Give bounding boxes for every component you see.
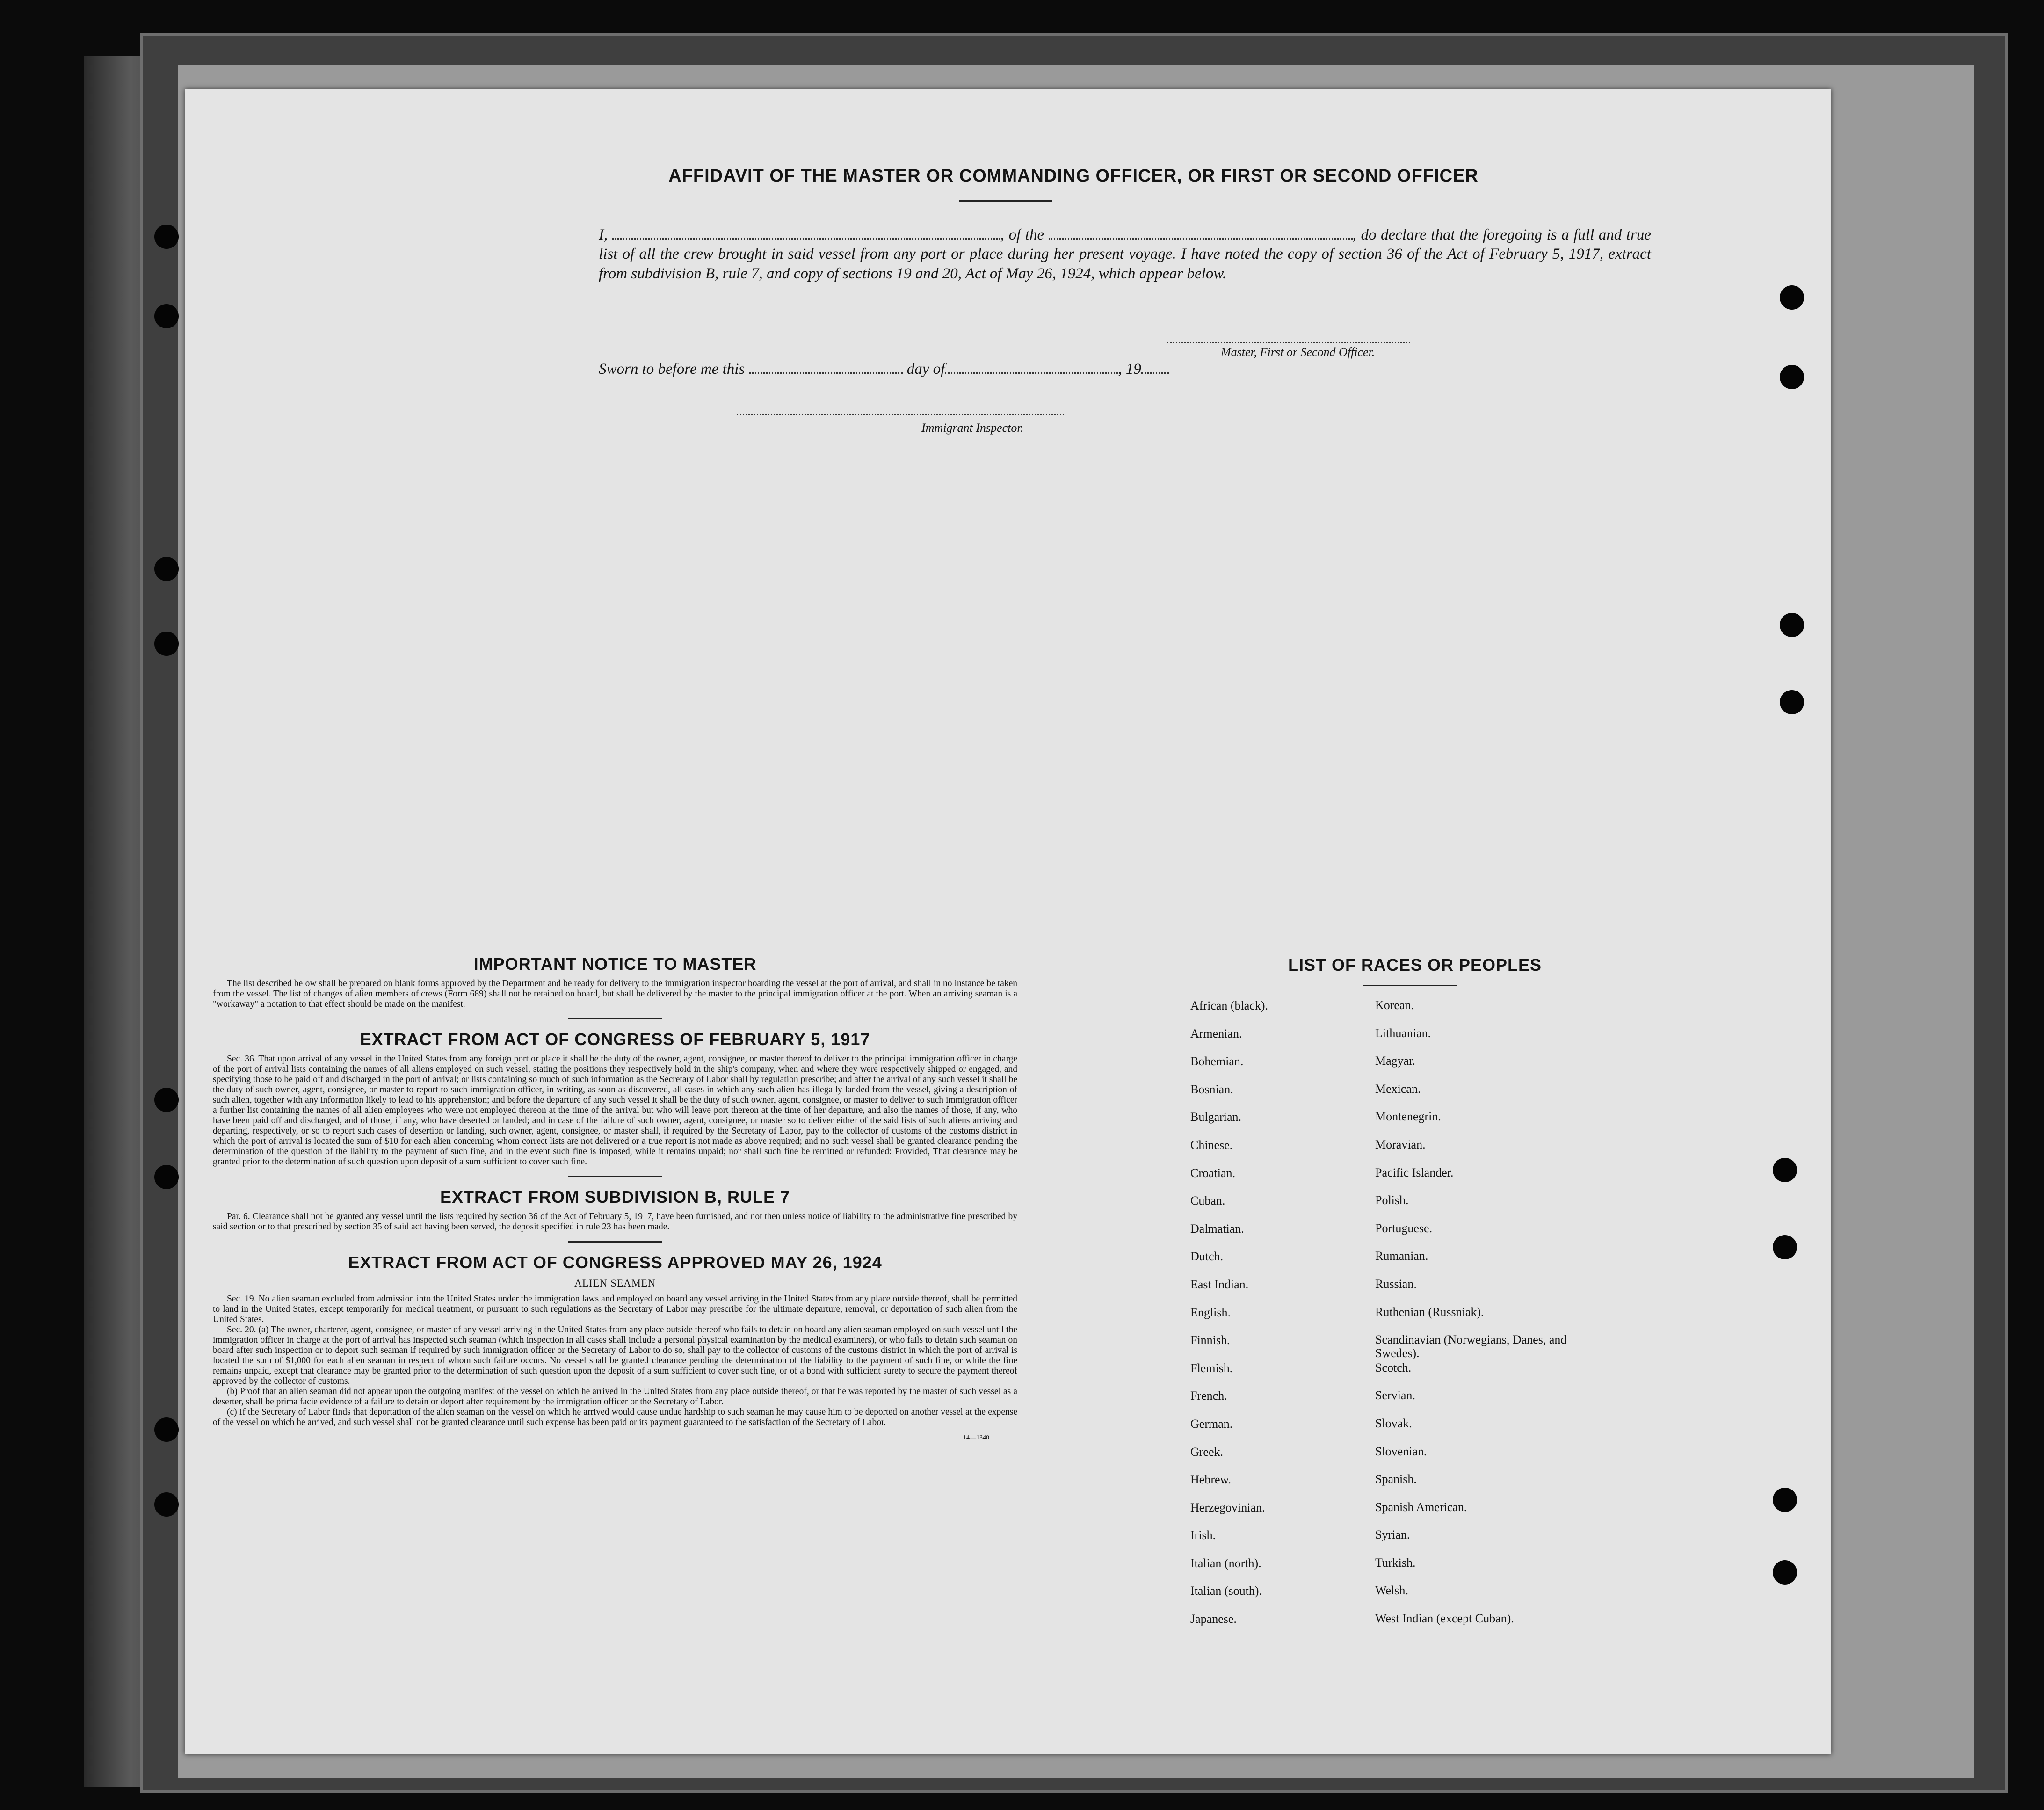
race-row xyxy=(1190,1528,1611,1556)
punch-hole xyxy=(1780,690,1804,714)
race-item: Dutch. xyxy=(1190,1250,1224,1264)
extract2-title: EXTRACT FROM SUBDIVISION B, RULE 7 xyxy=(440,1187,790,1207)
race-item: Servian. xyxy=(1375,1388,1415,1403)
binder-hole xyxy=(154,1088,179,1112)
sworn-year: , 19 xyxy=(1118,361,1141,378)
punch-hole xyxy=(1780,613,1804,637)
sworn-day-of: day of xyxy=(906,361,945,378)
binder-hole xyxy=(154,1417,179,1442)
extract3-sec20b: (b) Proof that an alien seaman did not appear upon the outgoing manifest of the vessel on which he arrived in the United States from any place outside thereof, or that he was reported by the master of such vessel as a deserter, shall be prima facie evidence of a failure to detain or deport after requirement by the immigration officer or the Secretary of Labor. xyxy=(213,1386,1017,1407)
race-item: Mexican. xyxy=(1375,1082,1421,1096)
binder-hole xyxy=(154,304,179,328)
race-row xyxy=(1190,1473,1611,1501)
race-item: West Indian (except Cuban). xyxy=(1375,1612,1514,1626)
master-signature-line[interactable] xyxy=(1167,342,1410,343)
name-blank[interactable] xyxy=(612,226,1000,240)
extract3-subtitle: ALIEN SEAMEN xyxy=(574,1277,656,1289)
race-item: Scandinavian (Norwegians, Danes, and Swedes). xyxy=(1375,1333,1567,1360)
race-item: Syrian. xyxy=(1375,1528,1410,1542)
inspector-signature-line[interactable] xyxy=(737,414,1064,415)
form-number: 14—1340 xyxy=(963,1434,989,1441)
race-row xyxy=(1190,1612,1611,1640)
race-item: Moravian. xyxy=(1375,1137,1426,1151)
race-item: German. xyxy=(1190,1417,1233,1431)
extract3-sec20a: Sec. 20. (a) The owner, charterer, agent, consignee, or master of any vessel arriving in the United States from any place outside thereof who fails to detain on board any alien seaman employed on such vessel until the immigration officer in charge at the port of arrival has inspected such seaman (which inspection in all cases shall include a personal physical examination by the medical examiners), or who fails to detain such seaman on board after such inspection or to deport such seaman if required by such immigration officer or the Secretary of Labor to do so, shall pay to the collector of customs of the customs district in which the port of arrival is located the sum of $1,000 for each alien seaman in respect of whom such failure occurs. No vessel shall be granted clearance pending the determination of the liability to the payment of such fine, or while the fine remains unpaid, except that clearance may be granted prior to the determination of such question upon the deposit of a sum sufficient to cover such fine, or of a bond with sufficient surety to secure the payment thereof approved by the collector of customs. xyxy=(213,1324,1017,1386)
sworn-year-blank[interactable] xyxy=(1141,360,1169,374)
race-item: Japanese. xyxy=(1190,1612,1237,1626)
binder-hole xyxy=(154,225,179,249)
race-item: Finnish. xyxy=(1190,1333,1230,1347)
race-row xyxy=(1190,1333,1611,1361)
race-row xyxy=(1190,1389,1611,1417)
race-item: Polish. xyxy=(1375,1193,1409,1207)
race-row xyxy=(1190,1306,1611,1334)
master-caption: Master, First or Second Officer. xyxy=(1221,345,1375,359)
race-row xyxy=(1190,1027,1611,1055)
race-row xyxy=(1190,1222,1611,1250)
race-row xyxy=(1190,1138,1611,1166)
race-row xyxy=(1190,1584,1611,1612)
race-item: Portuguese. xyxy=(1375,1221,1433,1235)
punch-hole xyxy=(1773,1235,1797,1259)
race-row xyxy=(1190,1278,1611,1306)
extract3-sec20c: (c) If the Secretary of Labor finds that deportation of the alien seaman on the vessel on which he arrived would cause undue hardship to such seaman he may cause him to be deported on another vessel at the expense of the vessel on which he arrived, and such vessel shall not be granted clearance until such expense has been paid or its payment guaranteed to the satisfaction of the Secretary of Labor. xyxy=(213,1407,1017,1427)
race-item: Italian (north). xyxy=(1190,1556,1261,1570)
notice-text: The list described below shall be prepared on blank forms approved by the Department and be ready for delivery to the immigration inspector boarding the vessel at the port of arrival, and shall in no instance be taken from the vessel. The list of changes of alien members of crews (Form 689) shall not be retained on board, but shall be delivered by the master to the principal immigration officer at the port. When an arriving seaman is a "workaway" a notation to that effect should be made on the manifest. xyxy=(213,979,1017,1010)
race-item: Bosnian. xyxy=(1190,1082,1233,1096)
race-item: Cuban. xyxy=(1190,1194,1225,1208)
race-item: East Indian. xyxy=(1190,1277,1249,1291)
affidavit-statement: that the foregoing is a full and true list of all the crew brought in said vessel from any port or place during her present voyage. I have noted the copy of section 36 of the Act of February 5, 1917, extract from subdivision B, rule 7, and copy of sections 19 and 20, Act of May 26, 1924, which appear below. xyxy=(599,226,1652,282)
extract2-text: Par. 6. Clearance shall not be granted any vessel until the lists required by section 36 of the Act of February 5, 1917, have been furnished, and not then unless notice of liability to the administrative fine prescribed by said section or to that prescribed by section 35 of said act having been served, the deposit specified in rule 23 has been made. xyxy=(213,1212,1017,1232)
race-row xyxy=(1190,1556,1611,1585)
notice-title: IMPORTANT NOTICE TO MASTER xyxy=(473,954,757,974)
race-item: Croatian. xyxy=(1190,1166,1236,1180)
race-item: Russian. xyxy=(1375,1277,1417,1291)
affidavit-i: I, xyxy=(599,226,608,243)
sworn-line xyxy=(599,360,1169,378)
race-item: Slovak. xyxy=(1375,1416,1412,1430)
race-row xyxy=(1190,1445,1611,1473)
race-row xyxy=(1190,1501,1611,1529)
sworn-date-blank[interactable] xyxy=(749,360,903,374)
punch-hole xyxy=(1773,1158,1797,1182)
form-sheet xyxy=(185,89,1831,1754)
race-item: Irish. xyxy=(1190,1528,1216,1542)
race-item: Bulgarian. xyxy=(1190,1110,1242,1124)
sworn-month-blank[interactable] xyxy=(945,360,1118,374)
race-item: Greek. xyxy=(1190,1445,1224,1459)
extract3-title: EXTRACT FROM ACT OF CONGRESS APPROVED MAY 26, 1924 xyxy=(348,1252,882,1272)
race-item: Herzegovinian. xyxy=(1190,1500,1265,1514)
race-row xyxy=(1190,999,1611,1027)
race-row xyxy=(1190,1166,1611,1194)
race-row xyxy=(1190,1054,1611,1083)
race-item: Hebrew. xyxy=(1190,1473,1232,1487)
race-item: Chinese. xyxy=(1190,1138,1233,1152)
race-item: African (black). xyxy=(1190,999,1268,1012)
race-item: Turkish. xyxy=(1375,1556,1416,1570)
races-rule xyxy=(1363,985,1457,986)
section-rule xyxy=(568,1241,662,1243)
extract1-text: Sec. 36. That upon arrival of any vessel in the United States from any foreign port or place it shall be the duty of the owner, agent, consignee, or master thereof to deliver to the principal immigration officer in charge of the port of arrival lists containing the names of all aliens employed on such vessel, stating the positions they respectively hold in the ship's company, when and where they were respectively shipped or engaged, and specifying those to be paid off and discharged in the port of arrival; or lists containing so much of such information as the Secretary of Labor shall by regulation prescribe; and after the arrival of any such vessel it shall be the duty of such owner, agent, consignee, or master to report to such immigration officer, in writing, as soon as discovered, all cases in which any such alien has illegally landed from the vessel, giving a description of such alien, together with any information likely to lead to his apprehension; and before the departure of any such vessel it shall be the duty of such owner, agent, consignee, or master to deliver to such immigration officer a further list containing the names of all alien employees who were not employed thereon at the time of the arrival but who will leave port thereon at the time of her departure, and also the names of those, if any, who have been paid off and discharged, and of those, if any, who have deserted or landed; and in case of the failure of such owner, agent, consignee, or master so to deliver either of the said lists of such aliens arriving and departing, respectively, or so to report such cases of desertion or landing, such owner, agent, consignee, or master shall, if required by the Secretary of Labor, pay to the collector of customs of the customs district in which the port of arrival is located the sum of $10 for each alien concerning whom correct lists are not delivered or a true report is not made as above required; and no such vessel shall be granted clearance pending the determination of the question of the liability to the payment of such fine, and in the event such fine is imposed, while it remains unpaid; nor shall such fine be remitted or refunded: Provided, That clearance may be granted prior to the determination of such question upon deposit of a sum sufficient to cover such fine. xyxy=(213,1054,1017,1167)
vessel-blank[interactable] xyxy=(1049,226,1353,240)
extract1-title: EXTRACT FROM ACT OF CONGRESS OF FEBRUARY 5, 1917 xyxy=(360,1030,870,1049)
race-item: Italian (south). xyxy=(1190,1584,1262,1598)
race-row xyxy=(1190,1110,1611,1138)
race-item: French. xyxy=(1190,1389,1227,1403)
race-item: English. xyxy=(1190,1305,1231,1319)
race-item: Armenian. xyxy=(1190,1026,1242,1040)
race-item: Montenegrin. xyxy=(1375,1110,1441,1124)
race-row xyxy=(1190,1361,1611,1389)
race-item: Korean. xyxy=(1375,998,1414,1012)
punch-hole xyxy=(1773,1488,1797,1512)
races-list xyxy=(1190,999,1611,1640)
race-item: Bohemian. xyxy=(1190,1054,1244,1069)
race-item: Spanish. xyxy=(1375,1472,1417,1486)
section-rule xyxy=(568,1176,662,1177)
race-row xyxy=(1190,1194,1611,1222)
race-item: Ruthenian (Russniak). xyxy=(1375,1305,1484,1319)
extract3-sec19: Sec. 19. No alien seaman excluded from admission into the United States under the immigration laws and employed on board any vessel arriving in the United States from any place outside thereof, shall be permitted to land in the United States, except temporarily for medical treatment, or pursuant to such regulations as the Secretary of Labor may prescribe for the ultimate departure, removal, or deportation of such alien from the United States. xyxy=(213,1294,1017,1324)
punch-hole xyxy=(1773,1560,1797,1585)
sworn-prefix: Sworn to before me this xyxy=(599,361,745,378)
race-item: Magyar. xyxy=(1375,1054,1415,1068)
race-item: Spanish American. xyxy=(1375,1500,1467,1514)
section-rule xyxy=(568,1018,662,1019)
race-row xyxy=(1190,1250,1611,1278)
binder-hole xyxy=(154,632,179,656)
race-item: Pacific Islander. xyxy=(1375,1165,1454,1179)
race-item: Slovenian. xyxy=(1375,1444,1427,1458)
race-item: Flemish. xyxy=(1190,1361,1233,1375)
affidavit-declare: , do declare xyxy=(1352,226,1427,243)
race-item: Scotch. xyxy=(1375,1360,1412,1374)
punch-hole xyxy=(1780,285,1804,310)
race-item: Lithuanian. xyxy=(1375,1026,1431,1040)
binder-hole xyxy=(154,1165,179,1189)
inspector-caption: Immigrant Inspector. xyxy=(921,421,1024,435)
race-item: Welsh. xyxy=(1375,1584,1408,1598)
race-row xyxy=(1190,1417,1611,1445)
affidavit-of-the: , of the xyxy=(1000,226,1044,243)
binder-hole xyxy=(154,557,179,581)
race-item: Dalmatian. xyxy=(1190,1221,1244,1236)
binder-hole xyxy=(154,1492,179,1517)
affidavit-body xyxy=(599,225,1651,283)
races-title: LIST OF RACES OR PEOPLES xyxy=(1288,955,1542,974)
punch-hole xyxy=(1780,365,1804,389)
title-rule xyxy=(959,200,1052,202)
race-row xyxy=(1190,1083,1611,1111)
race-item: Rumanian. xyxy=(1375,1249,1428,1263)
affidavit-title: AFFIDAVIT OF THE MASTER OR COMMANDING OFFICER, OR FIRST OR SECOND OFFICER xyxy=(668,166,1479,186)
notice-section xyxy=(213,954,1017,1442)
